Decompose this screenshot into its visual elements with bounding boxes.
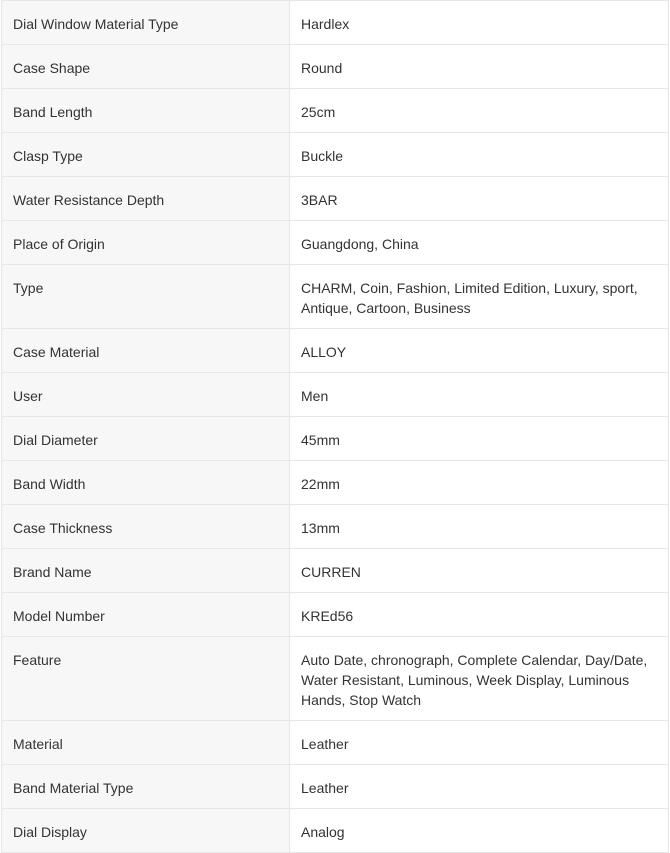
spec-value: Buckle bbox=[290, 133, 669, 177]
spec-label: Case Shape bbox=[2, 45, 290, 89]
spec-row-case-thickness bbox=[2, 505, 669, 549]
spec-row-band-width bbox=[2, 461, 669, 505]
spec-label: Water Resistance Depth bbox=[2, 177, 290, 221]
spec-value: KREd56 bbox=[290, 593, 669, 637]
spec-row-band-material-type bbox=[2, 765, 669, 809]
spec-row-clasp-type bbox=[2, 133, 669, 177]
spec-value: 25cm bbox=[290, 89, 669, 133]
spec-value: ALLOY bbox=[290, 329, 669, 373]
spec-label: Band Material Type bbox=[2, 765, 290, 809]
spec-label: Place of Origin bbox=[2, 221, 290, 265]
spec-row-material bbox=[2, 721, 669, 765]
spec-value: CHARM, Coin, Fashion, Limited Edition, Luxury, sport, Antique, Cartoon, Business bbox=[290, 265, 669, 329]
spec-row-type bbox=[2, 265, 669, 329]
spec-value: 3BAR bbox=[290, 177, 669, 221]
spec-row-model-number bbox=[2, 593, 669, 637]
spec-value: 45mm bbox=[290, 417, 669, 461]
spec-row-band-length bbox=[2, 89, 669, 133]
spec-row-user bbox=[2, 373, 669, 417]
spec-row-place-of-origin bbox=[2, 221, 669, 265]
spec-label: User bbox=[2, 373, 290, 417]
spec-value: Hardlex bbox=[290, 1, 669, 45]
spec-label: Material bbox=[2, 721, 290, 765]
spec-value: 13mm bbox=[290, 505, 669, 549]
spec-label: Feature bbox=[2, 637, 290, 721]
spec-value: 22mm bbox=[290, 461, 669, 505]
spec-row-water-resistance-depth bbox=[2, 177, 669, 221]
spec-label: Band Width bbox=[2, 461, 290, 505]
spec-label: Dial Display bbox=[2, 809, 290, 853]
spec-row-dial-diameter bbox=[2, 417, 669, 461]
spec-row-dial-window-material-type bbox=[2, 1, 669, 45]
spec-table-body bbox=[2, 1, 669, 853]
spec-value: Guangdong, China bbox=[290, 221, 669, 265]
product-spec-table bbox=[1, 0, 669, 853]
spec-row-feature bbox=[2, 637, 669, 721]
spec-value: Round bbox=[290, 45, 669, 89]
spec-label: Case Thickness bbox=[2, 505, 290, 549]
spec-label: Dial Window Material Type bbox=[2, 1, 290, 45]
spec-row-dial-display bbox=[2, 809, 669, 853]
spec-label: Dial Diameter bbox=[2, 417, 290, 461]
spec-label: Band Length bbox=[2, 89, 290, 133]
spec-label: Clasp Type bbox=[2, 133, 290, 177]
spec-row-case-shape bbox=[2, 45, 669, 89]
spec-label: Case Material bbox=[2, 329, 290, 373]
spec-value: CURREN bbox=[290, 549, 669, 593]
spec-row-case-material bbox=[2, 329, 669, 373]
spec-value: Leather bbox=[290, 721, 669, 765]
spec-label: Model Number bbox=[2, 593, 290, 637]
spec-label: Type bbox=[2, 265, 290, 329]
spec-value: Leather bbox=[290, 765, 669, 809]
spec-value: Auto Date, chronograph, Complete Calendar, Day/Date, Water Resistant, Luminous, Week Display, Luminous Hands, Stop Watch bbox=[290, 637, 669, 721]
spec-label: Brand Name bbox=[2, 549, 290, 593]
spec-row-brand-name bbox=[2, 549, 669, 593]
spec-value: Men bbox=[290, 373, 669, 417]
spec-value: Analog bbox=[290, 809, 669, 853]
